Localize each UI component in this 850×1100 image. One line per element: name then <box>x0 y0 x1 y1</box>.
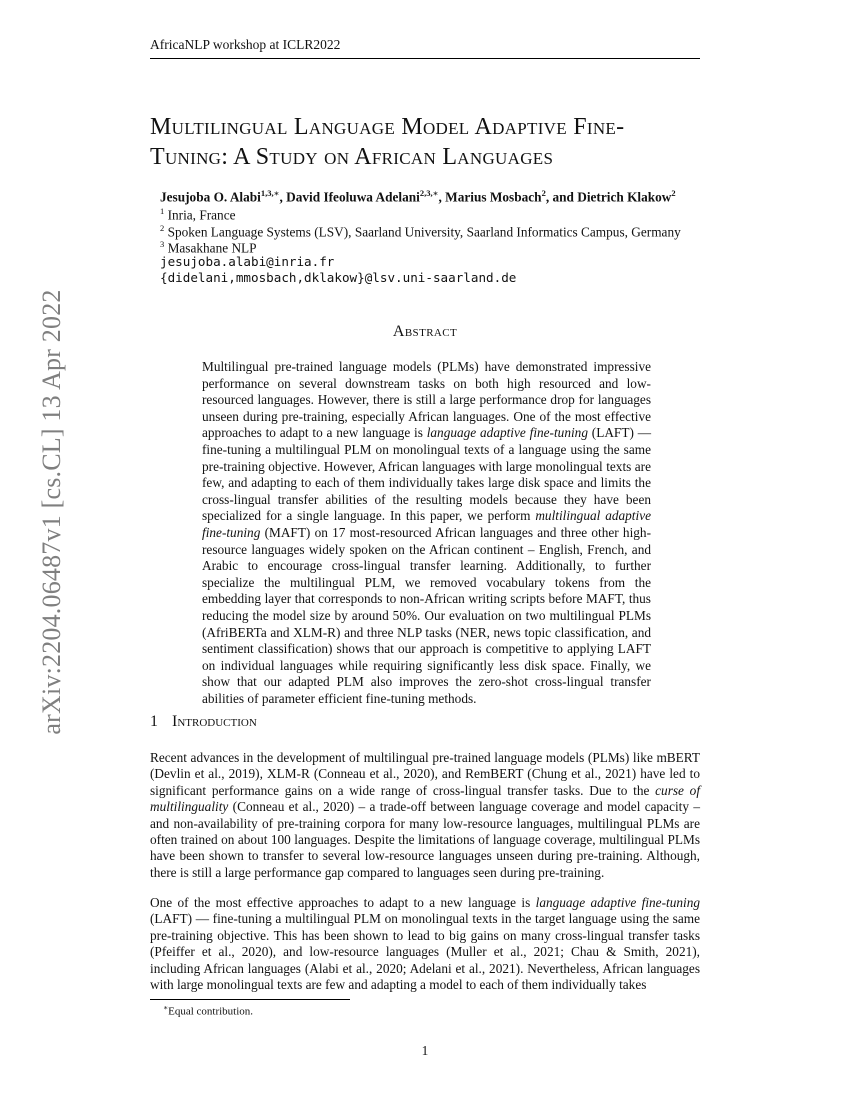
author-name: David Ifeoluwa Adelani <box>286 189 420 205</box>
footnote-mark: ∗ <box>163 1003 169 1012</box>
arxiv-identifier: arXiv:2204.06487v1 [cs.CL] 13 Apr 2022 <box>37 289 66 735</box>
running-header: AfricaNLP workshop at ICLR2022 <box>150 37 341 52</box>
section-title: Introduction <box>172 713 257 730</box>
author-affil-mark: 2,3,∗ <box>419 188 439 198</box>
author-name: and Dietrich Klakow <box>552 189 672 205</box>
abstract-emphasis: multilingual adaptive fine-tuning <box>202 508 651 540</box>
author-affil-mark: 2 <box>671 188 676 198</box>
author-name: Marius Mosbach <box>445 189 542 205</box>
footnote-rule <box>150 999 350 1000</box>
section-number: 1 <box>150 713 158 730</box>
affiliation <box>160 223 681 240</box>
affiliation-text: Inria, France <box>167 207 236 223</box>
paragraph-text: (LAFT) — fine-tuning a multilingual PLM on monolingual texts in the target language using the same pre-training objective. This has been shown to lead to big gains on many cross-lingual transfer tasks (Pfeiffer et al., 2020), and low-resource languages (Muller et al., 2021; Chau & Smith, 2021), including African languages (Alabi et al., 2020; Adelani et al., 2021). Nevertheless, African languages with large monolingual texts are few and adapting a model to each of them individually takes <box>150 911 700 993</box>
email-line[interactable]: jesujoba.alabi@inria.fr <box>160 254 335 269</box>
paragraph-emphasis: language adaptive fine-tuning <box>535 895 700 910</box>
abstract-text: Multilingual pre-trained language models (PLMs) have demonstrated impressive performance on several downstream tasks on both high resourced and low-resourced languages. However, there is still a large performance drop for languages unseen during pre-training, especially African languages. One of the most effective approaches to adapt to a new language is <box>202 359 651 441</box>
paragraph-text: One of the most effective approaches to adapt to a new language is <box>150 895 536 910</box>
affiliation-number: 1 <box>160 206 165 216</box>
abstract-body <box>202 359 651 707</box>
author-affil-mark: 1,3,∗ <box>260 188 280 198</box>
abstract-text: (LAFT) — fine-tuning a multilingual PLM on monolingual texts of a language using the same pre-training objective. However, African languages with large monolingual texts are few, and adapting to each of them individually takes large disk space and limits the cross-lingual transfer abilities of the resulting models because they have been specialized for a single language. In this paper, we perform <box>202 425 651 524</box>
author-affil-mark: 2 <box>541 188 546 198</box>
affiliation-text: Masakhane NLP <box>167 240 257 256</box>
author-name: Jesujoba O. Alabi <box>160 189 261 205</box>
footnote-text: Equal contribution. <box>168 1005 254 1018</box>
paper-title <box>150 112 710 172</box>
section-heading <box>150 713 257 731</box>
title-line-2: Tuning: A Study on African Languages <box>150 144 554 170</box>
abstract-heading: Abstract <box>392 323 458 340</box>
paragraph-text: Recent advances in the development of multilingual pre-trained language models (PLMs) like mBERT (Devlin et al., 2019), XLM-R (Conneau et al., 2020), and RemBERT (Chung et al., 2021) have led to significant performance gains on a wide range of cross-lingual transfer tasks. Due to the <box>150 750 700 798</box>
affiliation-number: 2 <box>160 223 165 233</box>
affiliation <box>160 206 236 223</box>
intro-paragraph-2 <box>150 895 700 993</box>
paragraph-emphasis: curse of multilinguality <box>150 782 701 815</box>
abstract-emphasis: language adaptive fine-tuning <box>426 425 588 441</box>
abstract-text: (MAFT) on 17 most-resourced African languages and three other high-resource languages widely spoken on the African continent – English, French, and Arabic to encourage cross-lingual transfer learning. Additionally, to further specialize the multilingual PLM, we removed vocabulary tokens from the embedding layer that corresponds to non-African writing scripts before MAFT, thus reducing the model size by around 50%. Our evaluation on two multilingual PLMs (AfriBERTa and XLM-R) and three NLP tasks (NER, news topic classification, and sentiment classification) shows that our approach is competitive to applying LAFT on individual languages while requiring significantly less disk space. Finally, we show that our adapted PLM also improves the zero-shot cross-lingual transfer abilities of parameter efficient fine-tuning methods. <box>202 524 651 706</box>
affiliation-text: Spoken Language Systems (LSV), Saarland University, Saarland Informatics Campus, Germany <box>167 224 681 240</box>
intro-paragraph-1 <box>150 750 700 881</box>
email-line[interactable]: {didelani,mmosbach,dklakow}@lsv.uni-saarland.de <box>160 270 517 285</box>
header-rule <box>150 58 700 59</box>
footnote <box>163 1003 253 1018</box>
author-list: Jesujoba O. Alabi$^{1,3,∗}$, David Ifeoluwa Adelani$^{2,3,∗}$, Marius Mosbach$^2$, and Dietrich Klakow$^2$ <box>160 188 676 205</box>
page-number: 1 <box>421 1043 429 1058</box>
affiliation-number: 3 <box>160 239 165 249</box>
title-line-1: Multilingual Language Model Adaptive Fine- <box>150 114 625 140</box>
paragraph-text: (Conneau et al., 2020) – a trade-off between language coverage and model capacity – and non-availability of pre-training corpora for many low-resource languages, multilingual PLMs are often trained on about 100 languages. Despite the limitations of language coverage, multilingual PLMs have been shown to transfer to several low-resource languages unseen during pre-training. Although, there is still a large performance gap compared to languages seen during pre-training. <box>150 799 700 880</box>
